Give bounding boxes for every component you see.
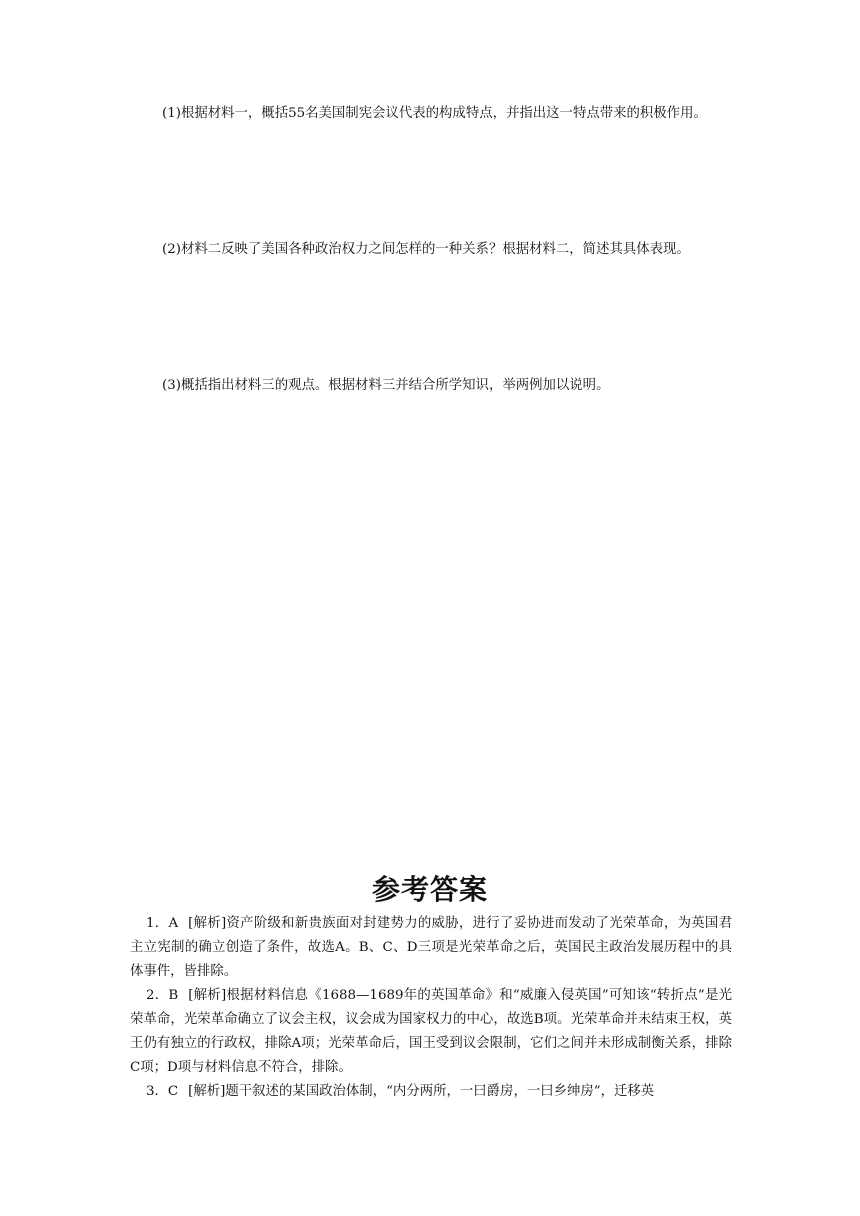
answer-text: 根据材料信息《1688—1689年的英国革命》和“威廉入侵英国”可知该“转折点”是光荣革命，光荣革命确立了议会主权，议会成为国家权力的中心，故选B项。光荣革命并未结束王权，英王仍有独立的行政权，排除A项；光荣革命后，国王受到议会限制，它们之间并未形成制衡关系，排除C项；D项与材料信息不符合，排除。 <box>130 988 732 1075</box>
answer-list <box>130 912 732 1104</box>
question-1: (1)根据材料一，概括55名美国制宪会议代表的构成特点，并指出这一特点带来的积极作用。 <box>162 106 707 121</box>
answer-item-2 <box>130 984 732 1080</box>
question-3: (3)概括指出材料三的观点。根据材料三并结合所学知识，举两例加以说明。 <box>162 378 610 393</box>
answer-item-1 <box>130 912 732 984</box>
answer-number: 3．C <box>146 1084 179 1099</box>
answer-text: 题干叙述的某国政治体制，“内分两所，一曰爵房，一曰乡绅房”，迁移英 <box>225 1084 655 1099</box>
answer-section-title: 参考答案 <box>371 873 488 906</box>
analysis-tag: [解析] <box>188 1084 226 1099</box>
answer-item-3 <box>130 1080 732 1104</box>
analysis-tag: [解析] <box>188 916 227 931</box>
answer-number: 2．B <box>146 988 179 1003</box>
answer-text: 资产阶级和新贵族面对封建势力的威胁，进行了妥协进而发动了光荣革命，为英国君主立宪制的确立创造了条件，故选A。B、C、D三项是光荣革命之后，英国民主政治发展历程中的具体事件，皆排除。 <box>130 916 732 979</box>
question-2: (2)材料二反映了美国各种政治权力之间怎样的一种关系？根据材料二，简述其具体表现。 <box>162 242 690 257</box>
analysis-tag: [解析] <box>188 988 227 1003</box>
answer-number: 1．A <box>146 916 179 931</box>
